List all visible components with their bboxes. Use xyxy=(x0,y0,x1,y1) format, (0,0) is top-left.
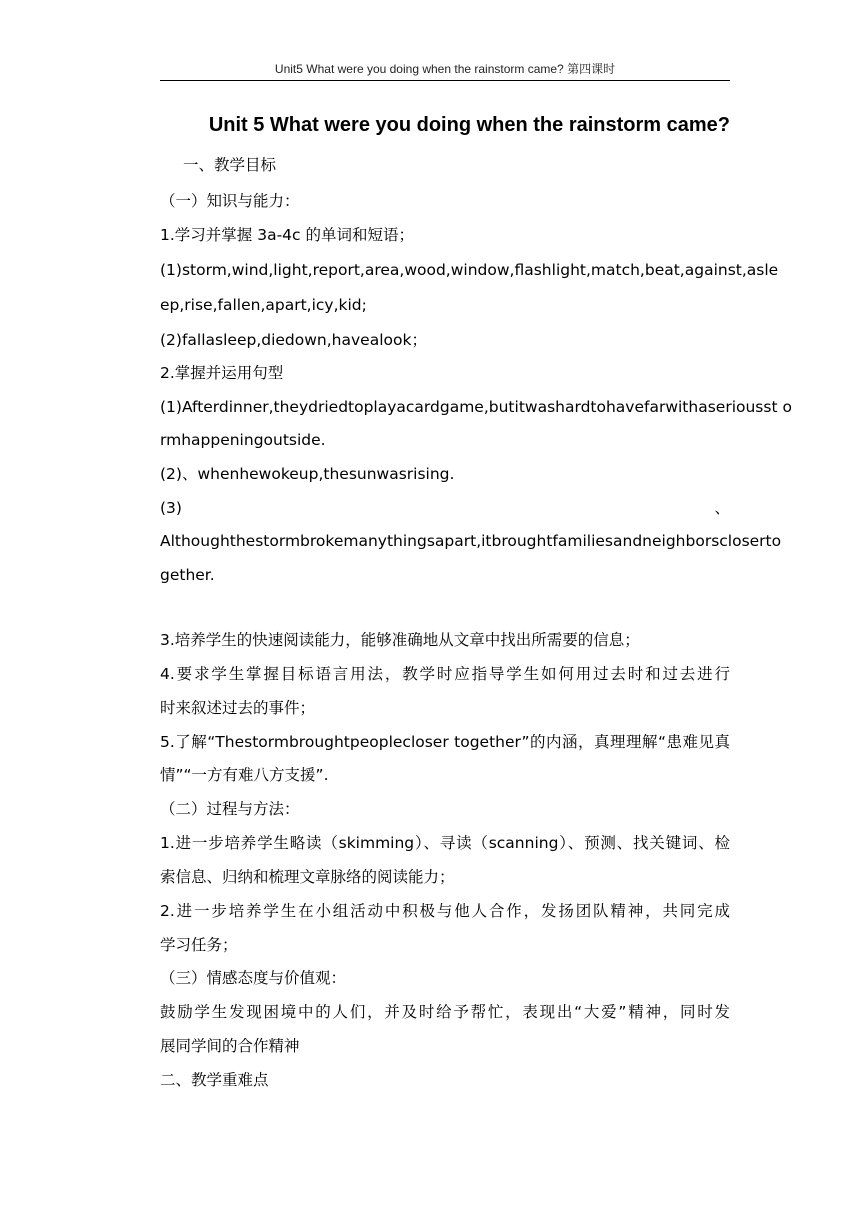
paragraph-line: 2.进一步培养学生在小组活动中积极与他人合作，发扬团队精神，共同完成 xyxy=(160,902,730,920)
section-heading: 一、教学目标 xyxy=(183,156,277,174)
paragraph-line: (2)fallasleep,diedown,havealook； xyxy=(160,331,427,349)
paragraph-line xyxy=(160,497,730,519)
paragraph-line: gether. xyxy=(160,566,215,584)
paragraph-line: 情”“一方有难八方支援”. xyxy=(160,766,329,784)
subsection-heading: （二）过程与方法： xyxy=(160,800,300,818)
paragraph-line: 3.培养学生的快速阅读能力，能够准确地从文章中找出所需要的信息； xyxy=(160,631,640,649)
paragraph-line: (1)storm,wind,light,report,area,wood,window,flashlight,match,beat,against,asle xyxy=(160,261,779,279)
paragraph-line: Althoughthestormbrokemanythingsapart,itbroughtfamiliesandneighborscloserto xyxy=(160,532,782,550)
paragraph-line: rmhappeningoutside. xyxy=(160,431,326,449)
paragraph-line: 学习任务； xyxy=(160,936,238,954)
document-title: Unit 5 What were you doing when the rainstorm came? xyxy=(208,114,730,136)
page-header: Unit5 What were you doing when the rainstorm came? 第四课时 xyxy=(274,62,616,76)
paragraph-line: (2)、whenhewokeup,thesunwasrising. xyxy=(160,465,455,483)
paragraph-line: ep,rise,fallen,apart,icy,kid; xyxy=(160,296,367,314)
subsection-heading: （三）情感态度与价值观： xyxy=(160,969,347,987)
paragraph-line: 2.掌握并运用句型 xyxy=(160,364,284,382)
item-number: (3) xyxy=(160,499,182,517)
punctuation-mark: 、 xyxy=(714,499,730,517)
subsection-heading: （一）知识与能力： xyxy=(160,192,300,210)
paragraph-line: 时来叙述过去的事件； xyxy=(160,699,316,717)
paragraph-line: (1)Afterdinner,theydriedtoplayacardgame,butitwashardtohavefarwithaseriousst o xyxy=(160,398,792,416)
paragraph-line: 1.进一步培养学生略读（skimming）、寻读（scanning）、预测、找关键词、检 xyxy=(160,834,730,852)
paragraph-line: 索信息、归纳和梳理文章脉络的阅读能力； xyxy=(160,868,455,886)
paragraph-line: 鼓励学生发现困境中的人们，并及时给予帮忙，表现出“大爱”精神，同时发 xyxy=(160,1003,730,1021)
section-heading: 二、教学重难点 xyxy=(160,1071,269,1089)
paragraph-line: 4.要求学生掌握目标语言用法，教学时应指导学生如何用过去时和过去进行 xyxy=(160,665,730,683)
paragraph-line: 1.学习并掌握 3a-4c 的单词和短语； xyxy=(160,226,414,244)
header-rule xyxy=(160,80,730,81)
paragraph-line: 展同学间的合作精神 xyxy=(160,1037,300,1055)
paragraph-line: 5.了解“Thestormbroughtpeoplecloser together”的内涵，真理理解“患难见真 xyxy=(160,733,730,751)
